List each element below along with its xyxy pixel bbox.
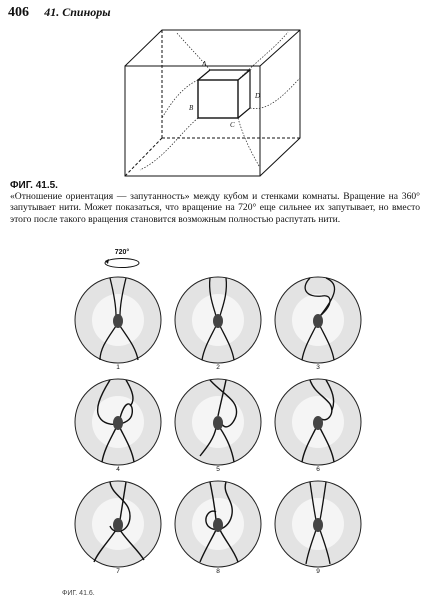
sphere-3-diagram bbox=[270, 274, 366, 366]
sphere-7-diagram bbox=[70, 478, 166, 570]
sphere-5-diagram bbox=[170, 376, 266, 468]
cube-label-b: B bbox=[189, 104, 194, 112]
panel-label: 1 bbox=[116, 364, 120, 371]
panel-8 bbox=[170, 478, 266, 583]
page-number: 406 bbox=[8, 5, 29, 20]
panel-9 bbox=[270, 478, 366, 583]
rotation-label: 720° bbox=[114, 249, 130, 256]
panel-5 bbox=[170, 376, 266, 481]
panel-1 bbox=[70, 274, 166, 379]
panel-label: 5 bbox=[216, 466, 220, 473]
caption-text: «Отношение ориентация — запутанность» между кубом и стенками комнаты. Вращение на 360° запутывает нити. Может показаться, что вращение на 720° еще сильнее их запутывает, но вместо этого после такого вращения становится возможным полностью распутать нити. bbox=[10, 191, 420, 225]
panel-4 bbox=[70, 376, 166, 481]
next-figure-caption: ФИГ. 41.6. bbox=[62, 590, 95, 597]
cube-label-d: D bbox=[255, 92, 261, 100]
panel-7 bbox=[70, 478, 166, 583]
cube-label-a: A bbox=[202, 60, 207, 68]
caption-title: ФИГ. 41.5. bbox=[10, 180, 58, 191]
cube-in-room-figure bbox=[110, 18, 310, 196]
panel-label: 8 bbox=[216, 568, 220, 575]
panel-label: 9 bbox=[316, 568, 320, 575]
panel-label: 4 bbox=[116, 466, 120, 473]
panel-3 bbox=[270, 274, 366, 379]
panel-label: 6 bbox=[316, 466, 320, 473]
panel-label: 7 bbox=[116, 568, 120, 575]
panel-grid bbox=[70, 264, 370, 584]
sphere-2-diagram bbox=[170, 274, 266, 366]
sphere-4-diagram bbox=[70, 376, 166, 468]
running-title: 41. Спиноры bbox=[44, 5, 111, 19]
inner-cube bbox=[198, 80, 238, 118]
panel-6 bbox=[270, 376, 366, 481]
panel-2 bbox=[170, 274, 266, 379]
sphere-6-diagram bbox=[270, 376, 366, 468]
panel-label: 3 bbox=[316, 364, 320, 371]
figure-caption bbox=[10, 180, 420, 225]
cube-label-c: C bbox=[230, 121, 235, 129]
panel-label: 2 bbox=[216, 364, 220, 371]
page-header bbox=[8, 4, 111, 21]
sphere-1-diagram bbox=[70, 274, 166, 366]
cube-back-edges bbox=[125, 30, 300, 176]
strings bbox=[140, 32, 300, 170]
sphere-8-diagram bbox=[170, 478, 266, 570]
sphere-9-diagram bbox=[270, 478, 366, 570]
